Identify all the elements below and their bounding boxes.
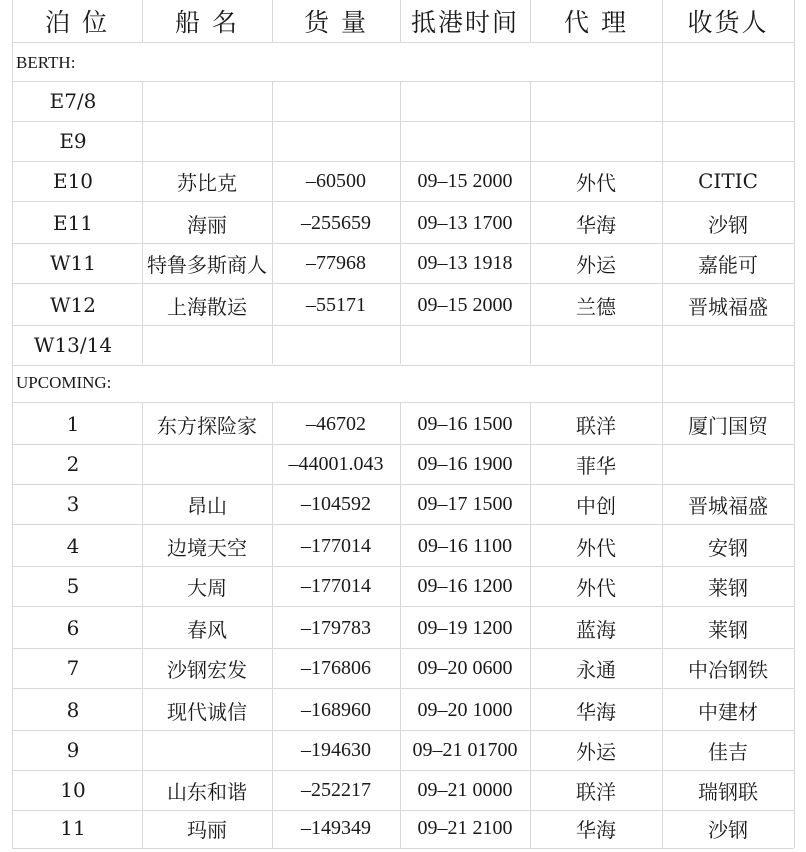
cell-eta — [400, 121, 530, 161]
column-divider — [400, 402, 401, 848]
cell-berth: 7 — [66, 656, 80, 680]
column-divider — [400, 81, 401, 364]
cell-consignee: 晋城福盛 — [688, 294, 768, 319]
cell-eta: 09–13 1918 — [417, 251, 513, 274]
column-divider — [662, 0, 663, 42]
table-row — [0, 121, 806, 161]
cell-berth: 3 — [66, 492, 80, 516]
cell-berth: 11 — [60, 816, 86, 840]
cell-agent: 外代 — [576, 170, 616, 195]
cell-eta: 09–21 01700 — [412, 738, 518, 761]
table-row — [0, 770, 806, 810]
column-divider — [142, 0, 143, 42]
cell-consignee: 佳吉 — [708, 739, 748, 764]
cell-vessel — [142, 730, 272, 770]
cell-vessel: 沙钢宏发 — [167, 657, 247, 682]
row-divider — [12, 524, 794, 525]
cell-cargo: –179783 — [301, 616, 371, 639]
column-divider — [530, 0, 531, 42]
cell-cargo: –60500 — [306, 169, 366, 192]
cell-agent: 蓝海 — [576, 617, 616, 642]
table-row — [0, 648, 806, 688]
column-divider — [794, 364, 795, 402]
cell-vessel — [142, 81, 272, 121]
cell-vessel: 上海散运 — [167, 294, 247, 319]
cell-berth: 10 — [60, 778, 86, 802]
cell-eta: 09–20 0600 — [417, 656, 513, 679]
table-row — [0, 526, 806, 566]
cell-agent: 永通 — [576, 657, 616, 682]
cell-agent: 联洋 — [576, 779, 616, 804]
cell-vessel: 边境天空 — [167, 535, 247, 560]
cell-cargo — [272, 81, 400, 121]
cell-agent: 外运 — [576, 252, 616, 277]
cell-eta: 09–17 1500 — [417, 492, 513, 515]
row-divider — [12, 484, 794, 485]
column-divider — [142, 81, 143, 364]
cell-cargo: –177014 — [301, 574, 371, 597]
row-divider — [12, 161, 794, 162]
cell-berth: 5 — [66, 574, 80, 598]
cell-berth: 1 — [66, 412, 80, 436]
row-divider — [12, 243, 794, 244]
cell-vessel: 昂山 — [187, 493, 227, 518]
cell-berth: 6 — [66, 616, 80, 640]
cell-eta: 09–16 1200 — [417, 574, 513, 597]
cell-consignee: 晋城福盛 — [688, 493, 768, 518]
cell-consignee: 沙钢 — [708, 817, 748, 842]
column-divider — [12, 402, 13, 848]
cell-cargo — [272, 325, 400, 365]
cell-consignee: 中冶钢铁 — [688, 657, 768, 682]
table-header — [0, 0, 806, 42]
cell-berth: E7/8 — [49, 89, 97, 113]
cell-cargo: –255659 — [301, 211, 371, 234]
row-divider — [12, 688, 794, 689]
column-divider — [530, 81, 531, 364]
cell-agent — [530, 81, 662, 121]
table-row — [0, 161, 806, 201]
cell-cargo: –44001.043 — [288, 452, 384, 475]
section-label: UPCOMING: — [16, 373, 112, 392]
cell-cargo: –168960 — [301, 698, 371, 721]
row-divider — [12, 730, 794, 731]
cell-berth: E10 — [52, 169, 94, 193]
column-divider — [272, 81, 273, 364]
header-berth: 泊 位 — [45, 8, 109, 37]
cell-consignee — [662, 81, 794, 121]
cell-consignee — [662, 444, 794, 484]
column-divider — [794, 0, 795, 42]
row-divider — [12, 121, 794, 122]
cell-consignee: 厦门国贸 — [688, 413, 768, 438]
cell-eta: 09–20 1000 — [417, 698, 513, 721]
cell-eta: 09–21 2100 — [417, 816, 513, 839]
table-row — [0, 285, 806, 325]
column-divider — [12, 0, 13, 42]
cell-vessel: 现代诚信 — [167, 699, 247, 724]
table-row — [0, 243, 806, 283]
cell-consignee: CITIC — [698, 169, 758, 193]
cell-agent: 外代 — [576, 575, 616, 600]
cell-agent: 菲华 — [576, 453, 616, 478]
cell-berth: 2 — [66, 452, 80, 476]
cell-vessel — [142, 444, 272, 484]
table-row — [0, 484, 806, 524]
cell-vessel: 玛丽 — [187, 817, 227, 842]
row-divider — [12, 648, 794, 649]
cell-eta: 09–16 1100 — [417, 534, 513, 557]
cell-vessel: 海丽 — [187, 212, 227, 237]
table-row — [0, 81, 806, 121]
cell-cargo: –176806 — [301, 656, 371, 679]
cell-eta: 09–15 2000 — [417, 169, 513, 192]
cell-consignee: 嘉能可 — [698, 252, 758, 277]
cell-agent: 兰德 — [576, 294, 616, 319]
cell-cargo: –252217 — [301, 778, 371, 801]
table-row — [0, 608, 806, 648]
cell-agent: 华海 — [576, 817, 616, 842]
column-divider — [272, 402, 273, 848]
cell-vessel: 苏比克 — [177, 170, 237, 195]
cell-cargo: –77968 — [306, 251, 366, 274]
header-eta: 抵港时间 — [410, 8, 519, 37]
cell-consignee: 沙钢 — [708, 212, 748, 237]
cell-cargo — [272, 121, 400, 161]
cell-eta — [400, 81, 530, 121]
cell-cargo: –55171 — [306, 293, 366, 316]
cell-agent: 华海 — [576, 699, 616, 724]
row-divider — [12, 770, 794, 771]
cell-consignee — [662, 325, 794, 365]
table-row — [0, 730, 806, 770]
column-divider — [400, 0, 401, 42]
table-row — [0, 808, 806, 848]
cell-berth: 9 — [66, 738, 80, 762]
table-row — [0, 566, 806, 606]
cell-agent — [530, 325, 662, 365]
column-divider — [662, 42, 663, 81]
cell-vessel: 大周 — [187, 575, 227, 600]
row-divider — [12, 81, 794, 82]
column-divider — [272, 0, 273, 42]
cell-cargo: –46702 — [306, 412, 366, 435]
row-divider — [12, 810, 794, 811]
cell-berth: E9 — [59, 129, 87, 153]
column-divider — [662, 81, 663, 364]
cell-agent: 华海 — [576, 212, 616, 237]
table-row — [0, 325, 806, 365]
row-divider — [12, 848, 794, 849]
cell-consignee: 莱钢 — [708, 617, 748, 642]
row-divider — [12, 365, 794, 366]
cell-berth: W12 — [49, 293, 96, 317]
cell-cargo: –104592 — [301, 492, 371, 515]
cell-cargo: –149349 — [301, 816, 371, 839]
cell-berth: 4 — [66, 534, 80, 558]
column-divider — [662, 364, 663, 402]
table-row — [0, 690, 806, 730]
table-row — [0, 404, 806, 444]
cell-eta: 09–16 1900 — [417, 452, 513, 475]
row-divider — [12, 325, 794, 326]
cell-eta — [400, 325, 530, 365]
cell-agent: 中创 — [576, 493, 616, 518]
cell-consignee: 瑞钢联 — [698, 779, 758, 804]
cell-cargo: –177014 — [301, 534, 371, 557]
column-divider — [12, 42, 13, 81]
cell-eta: 09–21 0000 — [417, 778, 513, 801]
header-cargo: 货 量 — [304, 8, 368, 37]
cell-vessel: 山东和谐 — [167, 779, 247, 804]
row-divider — [12, 42, 794, 43]
cell-consignee — [662, 121, 794, 161]
header-agent: 代 理 — [564, 8, 628, 37]
column-divider — [12, 364, 13, 402]
row-divider — [12, 402, 794, 403]
cell-agent — [530, 121, 662, 161]
cell-vessel: 春风 — [187, 617, 227, 642]
column-divider — [142, 402, 143, 848]
cell-berth: E11 — [52, 211, 94, 235]
cell-consignee: 中建材 — [698, 699, 758, 724]
header-vessel: 船 名 — [175, 8, 239, 37]
cell-vessel: 东方探险家 — [157, 413, 257, 438]
cell-eta: 09–13 1700 — [417, 211, 513, 234]
cell-vessel — [142, 121, 272, 161]
cell-berth: 8 — [66, 698, 80, 722]
row-divider — [12, 201, 794, 202]
column-divider — [662, 402, 663, 848]
row-divider — [12, 566, 794, 567]
cell-vessel — [142, 325, 272, 365]
column-divider — [794, 81, 795, 364]
cell-eta: 09–15 2000 — [417, 293, 513, 316]
cell-cargo: –194630 — [301, 738, 371, 761]
table-row — [0, 444, 806, 484]
column-divider — [12, 81, 13, 364]
section-label: BERTH: — [16, 53, 76, 72]
cell-berth: W13/14 — [33, 333, 113, 357]
column-divider — [794, 42, 795, 81]
row-divider — [12, 606, 794, 607]
cell-consignee: 安钢 — [708, 535, 748, 560]
header-consignee: 收货人 — [687, 8, 769, 37]
cell-agent: 外代 — [576, 535, 616, 560]
cell-agent: 外运 — [576, 739, 616, 764]
cell-agent: 联洋 — [576, 413, 616, 438]
cell-vessel: 特鲁多斯商人 — [147, 252, 267, 277]
column-divider — [794, 402, 795, 848]
table-row — [0, 203, 806, 243]
row-divider — [12, 444, 794, 445]
column-divider — [530, 402, 531, 848]
cell-eta: 09–19 1200 — [417, 616, 513, 639]
cell-eta: 09–16 1500 — [417, 412, 513, 435]
row-divider — [12, 283, 794, 284]
cell-consignee: 莱钢 — [708, 575, 748, 600]
cell-berth: W11 — [49, 251, 96, 275]
